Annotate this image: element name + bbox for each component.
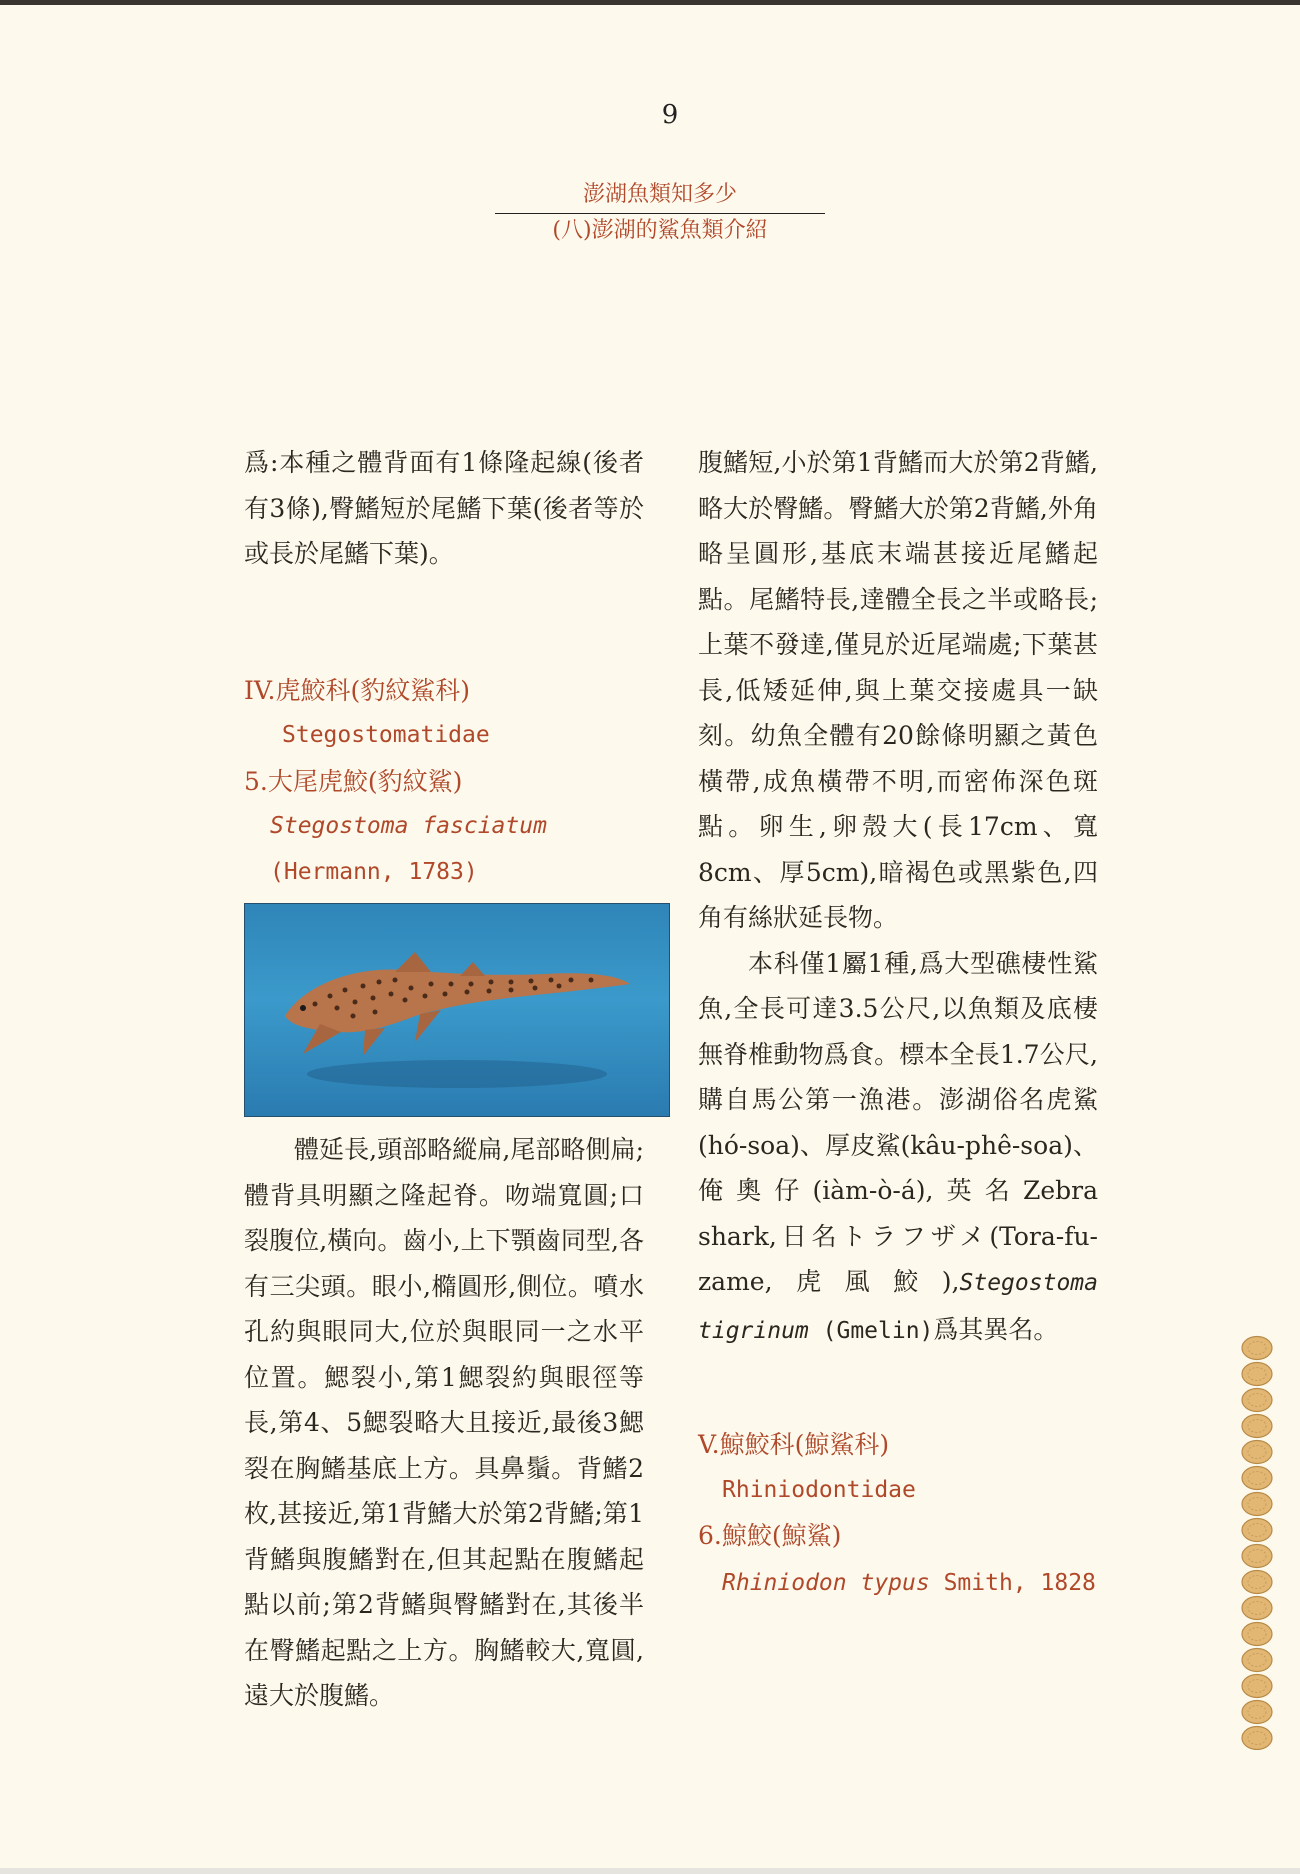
right-column xyxy=(698,440,1098,1606)
running-header-title: 澎湖魚類知多少 xyxy=(582,182,737,207)
species-scientific-name-6: Rhiniodon typus xyxy=(722,1569,930,1596)
family-heading-v: V.鯨鮫科(鯨鯊科) xyxy=(698,1430,890,1459)
zebra-shark-icon xyxy=(245,904,669,1116)
spacer xyxy=(698,1354,1098,1422)
species-author-6: Smith, 1828 xyxy=(929,1569,1096,1596)
synonym-scientific-name: Stegostoma tigrinum xyxy=(698,1270,1098,1344)
family-latin-v: Rhiniodontidae xyxy=(722,1476,916,1503)
species-author-5: (Hermann, 1783) xyxy=(270,858,478,885)
left-intro-paragraph: 爲:本種之體背面有1條隆起線(後者有3條),臀鰭短於尾鰭下葉(後者等於或長於尾鰭下葉)。 xyxy=(244,448,644,568)
species-scientific-name-5: Stegostoma fasciatum xyxy=(270,813,547,839)
species-description-5: 體延長,頭部略縱扁,尾部略側扁;體背具明顯之隆起脊。吻端寬圓;口裂腹位,橫向。齒小,上下顎齒同型,各有三尖頭。眼小,橢圓形,側位。噴水孔約與眼同大,位於與眼同一之水平位置。鰓裂小,第1鰓裂約與眼徑等長,第4、5鰓裂略大且接近,最後3鰓裂在胸鰭基底上方。具鼻鬚。背鰭2枚,甚接近,第1背鰭大於第2背鰭;第1背鰭與腹鰭對在,但其起點在腹鰭起點以前;第2背鰭與臀鰭對在,其後半在臀鰭起點之上方。胸鰭較大,寬圓,遠大於腹鰭。 xyxy=(244,1135,644,1710)
family-notes-text: 本科僅1屬1種,爲大型礁棲性鯊魚,全長可達3.5公尺,以魚類及底棲無脊椎動物爲食。標本全長1.7公尺,購自馬公第一漁港。澎湖俗名虎鯊(hó-soa)、厚皮鯊(kâu-phê-soa)、俺奧仔(iàm-ò-á),英名Zebra shark,日名トラフザメ(Tora-fu-zame,虎風鮫), xyxy=(698,948,1098,1296)
species-name-line-6 xyxy=(698,1559,1098,1607)
family-notes-paragraph xyxy=(698,941,1098,1355)
page-bottom-edge xyxy=(0,1868,1300,1874)
decorative-side-border-icon xyxy=(1238,1335,1276,1750)
synonym-author: (Gmelin) xyxy=(808,1317,934,1344)
left-column xyxy=(244,440,644,1719)
page-number: 9 xyxy=(661,100,679,130)
family-heading-iv: IV.虎鮫科(豹紋鯊科) xyxy=(244,675,471,705)
spacer xyxy=(244,577,644,668)
running-header-subtitle: (八)澎湖的鯊魚類介紹 xyxy=(552,218,768,243)
species-heading-5: 5.大尾虎鮫(豹紋鯊) xyxy=(244,766,463,796)
family-notes-end: 爲其異名。 xyxy=(933,1314,1059,1344)
zebra-shark-photo xyxy=(244,903,670,1117)
species-description-5-continued: 腹鰭短,小於第1背鰭而大於第2背鰭,略大於臀鰭。臀鰭大於第2背鰭,外角略呈圓形,基底末端甚接近尾鰭起點。尾鰭特長,達體全長之半或略長;上葉不發達,僅見於近尾端處;下葉甚長,低矮延伸,與上葉交接處具一缺刻。幼魚全體有20餘條明顯之黃色橫帶,成魚橫帶不明,而密佈深色斑點。卵生,卵殼大(長17cm、寬8cm、厚5cm),暗褐色或黑紫色,四角有絲狀延長物。 xyxy=(698,448,1098,932)
page-top-edge xyxy=(0,0,1300,5)
running-header-rule xyxy=(495,213,825,214)
family-latin-iv: Stegostomatidae xyxy=(282,722,490,748)
species-heading-6: 6.鯨鮫(鯨鯊) xyxy=(698,1521,842,1550)
running-header xyxy=(495,180,825,246)
